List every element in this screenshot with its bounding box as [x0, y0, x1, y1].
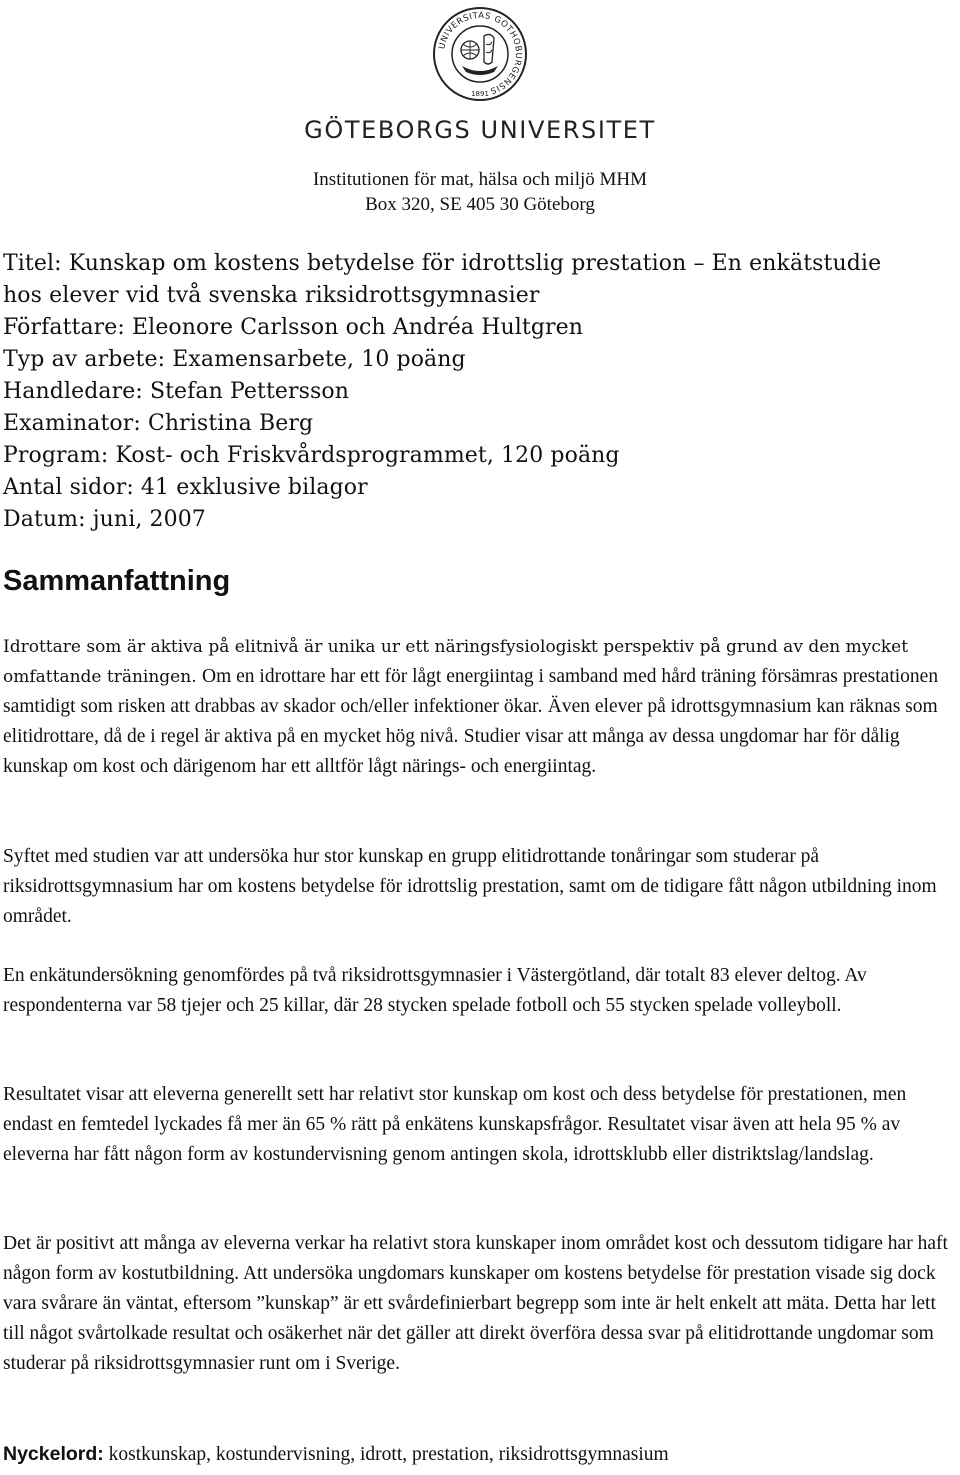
svg-text:UNIVERSITAS GOTHOBURGENSIS: UNIVERSITAS GOTHOBURGENSIS — [437, 10, 524, 96]
p1-sentence-2: Om en idrottare har ett för lågt energiintag i samband med hård träning försämras prestationen samtidigt som risken att drabbas av skador och/eller infektioner ökar. — [3, 666, 939, 717]
program: Program: Kost- och Friskvårdsprogrammet, 120 poäng — [3, 443, 620, 468]
keywords-list: kostkunskap, kostundervisning, idrott, prestation, riksidrottsgymnasium — [108, 1444, 669, 1465]
keywords-label: Nyckelord: — [3, 1443, 104, 1465]
svg-text:1891: 1891 — [471, 90, 489, 98]
title-line-1: Titel: Kunskap om kostens betydelse för idrottslig prestation – En enkätstudie — [3, 251, 882, 276]
institution-block — [0, 167, 960, 217]
authors: Författare: Eleonore Carlsson och Andréa Hultgren — [3, 315, 584, 340]
keywords — [3, 1443, 669, 1466]
examiner: Examinator: Christina Berg — [3, 411, 314, 436]
thesis-metadata — [3, 248, 953, 536]
institution-name: Institutionen för mat, hälsa och miljö MHM — [312, 169, 648, 190]
summary-paragraph-1 — [3, 632, 953, 782]
institution-address: Box 320, SE 405 30 Göteborg — [365, 194, 595, 215]
summary-paragraph-2: Syftet med studien var att undersöka hur stor kunskap en grupp elitidrottande tonåringar som studerar på riksidrottsgymnasium har om kostens betydelse för idrottslig prestation, samt om de tidigare fått någon utbildning inom området. — [3, 846, 937, 927]
p1-sentence-4: Studier visar att många av dessa ungdomar har för dålig kunskap om kost och därigenom har ett alltför lågt närings- och energiintag. — [3, 726, 900, 777]
summary-heading: Sammanfattning — [3, 565, 231, 597]
university-name: GÖTEBORGS UNIVERSITET — [304, 116, 656, 144]
title-line-2: hos elever vid två svenska riksidrottsgymnasier — [3, 283, 540, 308]
date: Datum: juni, 2007 — [3, 507, 206, 532]
page-count: Antal sidor: 41 exklusive bilagor — [3, 475, 368, 500]
university-seal-logo — [432, 6, 528, 102]
p1-sentence-1: Idrottare som är aktiva på elitnivå är unika ur ett näringsfysiologiskt perspektiv på grund av den mycket omfattande träningen. — [3, 637, 909, 687]
summary-paragraph-4: Resultatet visar att eleverna generellt sett har relativt stor kunskap om kost och dess betydelse för prestationen, men endast en femtedel lyckades få mer än 65 % rätt på enkätens kunskapsfrågor. Resultatet visar även att hela 95 % av eleverna har fått någon form av kostundervisning genom antingen skola, idrottsklubb eller distriktslag/landslag. — [3, 1084, 907, 1165]
supervisor: Handledare: Stefan Pettersson — [3, 379, 350, 404]
summary-paragraph-5: Det är positivt att många av eleverna verkar ha relativt stora kunskaper inom området kost och dessutom tidigare har haft någon form av kostutbildning. Att undersöka ungdomars kunskaper om kostens betydelse för prestation visade sig dock vara svårare än väntat, eftersom ”kunskap” är ett svårdefinierbart begrepp som inte är helt enkelt att mäta. Detta har lett till något svårtolkade resultat och osäkerhet när det gäller att direkt överföra dessa svar på elitidrottande ungdomar som studerar på riksidrottsgymnasier runt om i Sverige. — [3, 1233, 948, 1374]
work-type: Typ av arbete: Examensarbete, 10 poäng — [3, 347, 466, 372]
p1-sentence-3: Även elever på idrottsgymnasium kan räknas som elitidrottare, då de i regel är aktiva på en mycket hög nivå. — [3, 696, 938, 747]
summary-paragraph-3: En enkätundersökning genomfördes på två riksidrottsgymnasier i Västergötland, där totalt 83 elever deltog. Av respondenterna var 58 tjejer och 25 killar, där 28 stycken spelade fotboll och 55 stycken spelade volleyboll. — [3, 965, 867, 1016]
